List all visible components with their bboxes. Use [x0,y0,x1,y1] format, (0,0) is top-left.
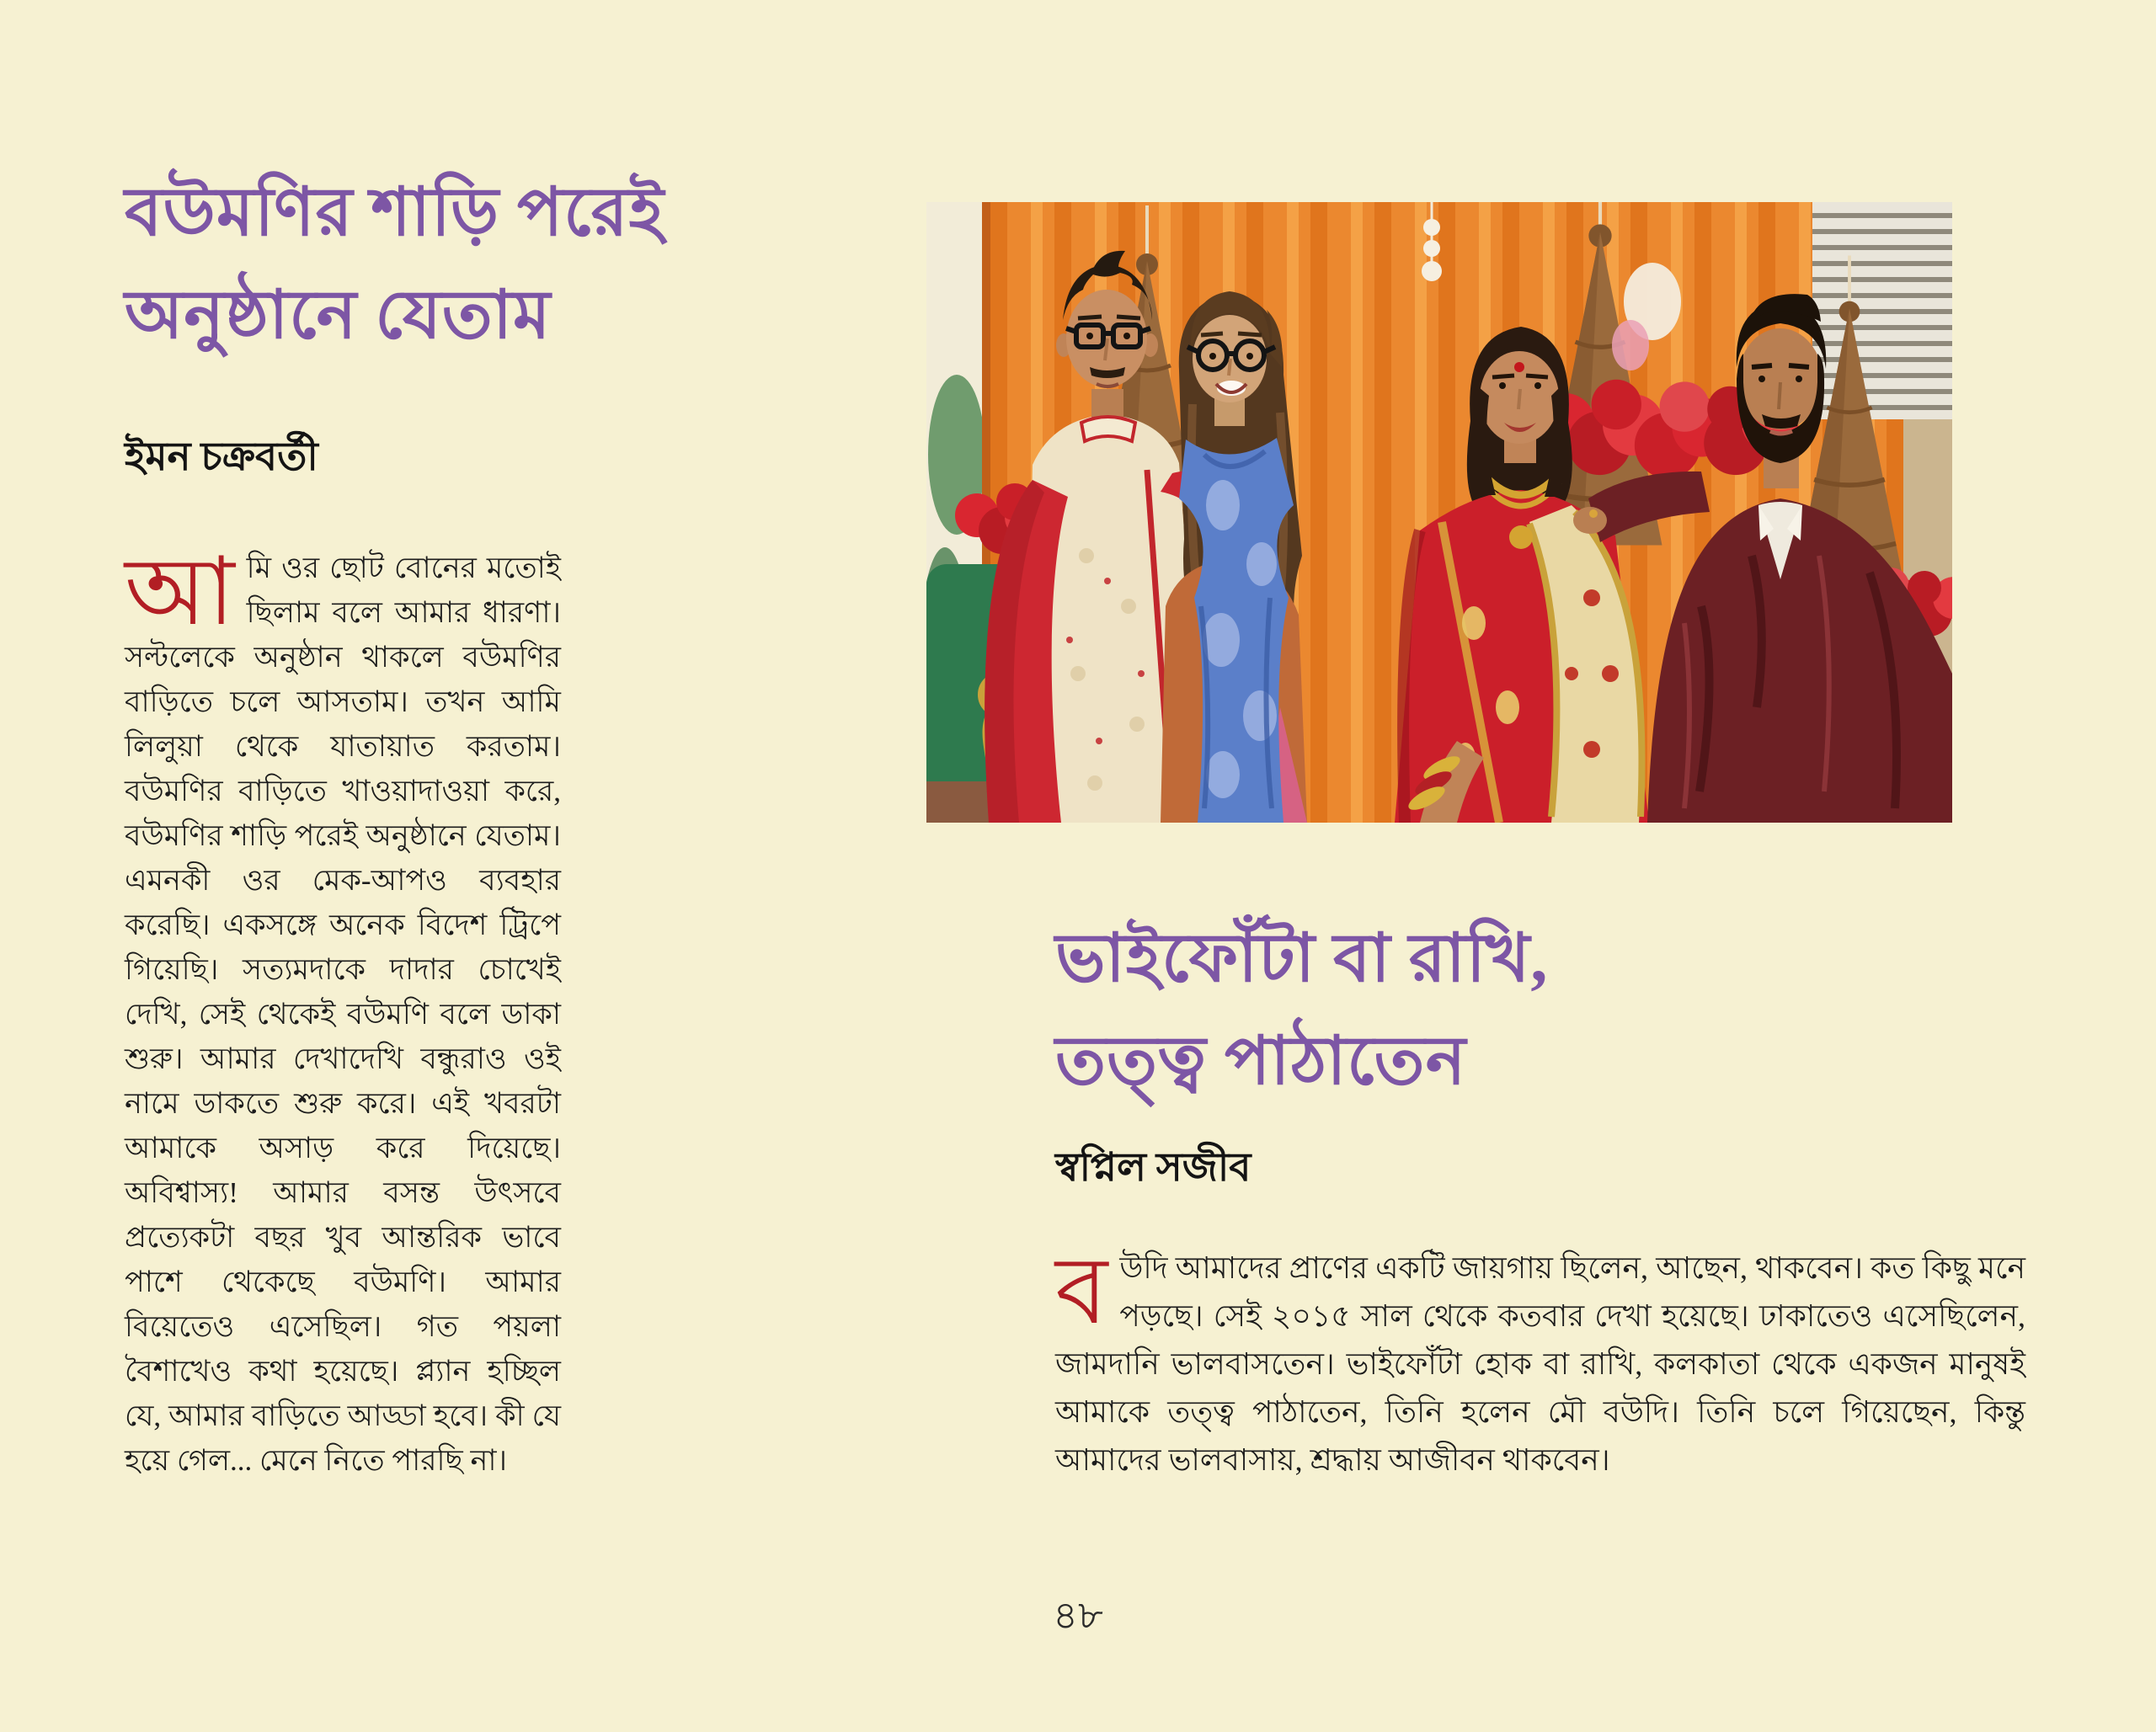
window-blinds [1812,202,1952,419]
author-left: ইমন চক্রবর্তী [125,435,318,479]
dropcap-left: আ [125,541,235,645]
dropcap-right: ব [1055,1239,1108,1344]
group-photo-illustration [926,202,1952,823]
headline-left [125,162,664,367]
group-photo [926,202,1952,823]
article-right-body [1055,1239,2025,1484]
headline-right [1055,908,1548,1113]
page-number: ৪৮ [1053,1594,1103,1637]
headline-right-line1: ভাইফোঁটা বা রাখি, [1055,922,1549,996]
article-left-text: মি ওর ছোট বোনের মতোই ছিলাম বলে আমার ধারণা। সল্টলেকে অনুষ্ঠান থাকলে বউমণির বাড়িতে চলে আসতাম। তখন আমি লিলুয়া থেকে যাতায়াত করতাম। বউমণির বাড়িতে খাওয়াদাওয়া করে, বউমণির শাড়ি পরেই অনুষ্ঠানে যেতাম। এমনকী ওর মেক-আপও ব্যবহার করেছি। একসঙ্গে অনেক বিদেশ ট্রিপে গিয়েছি। সত্যমদাকে দাদার চোখেই দেখি, সেই থেকেই বউমণি বলে ডাকা শুরু। আমার দেখাদেখি বন্ধুরাও ওই নামে ডাকতে শুরু করে। এই খবরটা আমাকে অসাড় করে দিয়েছে। অবিশ্বাস্য! আমার বসন্ত উৎসবে প্রত্যেকটা বছর খুব আন্তরিক ভাবে পাশে থেকেছে বউমণি। আমার বিয়েতেও এসেছিল। গত পয়লা বৈশাখেও কথা হয়েছে। প্ল্যান হচ্ছিল যে, আমার বাড়িতে আড্ডা হবে। কী যে হয়ে গেল... মেনে নিতে পারছি না। [125,552,561,1477]
article-left-body [125,541,561,1483]
headline-left-line2: অনুষ্ঠানে যেতাম [125,279,552,353]
article-right-text: উদি আমাদের প্রাণের একটি জায়গায় ছিলেন, আছেন, থাকবেন। কত কিছু মনে পড়ছে। সেই ২০১৫ সাল থেকে কতবার দেখা হয়েছে। ঢাকাতেও এসেছিলেন, জামদানি ভালবাসতেন। ভাইফোঁটা হোক বা রাখি, কলকাতা থেকে একজন মানুষই আমাকে তত্ত্ব পাঠাতেন, তিনি হলেন মৌ বউদি। তিনি চলে গিয়েছেন, কিন্তু আমাদের ভালবাসায়, শ্রদ্ধায় আজীবন থাকবেন। [1055,1251,2025,1477]
headline-left-line1: বউমণির শাড়ি পরেই [125,176,665,250]
author-right: স্বপ্নিল সজীব [1055,1146,1251,1190]
headline-right-line2: তত্ত্ব পাঠাতেন [1055,1025,1467,1099]
